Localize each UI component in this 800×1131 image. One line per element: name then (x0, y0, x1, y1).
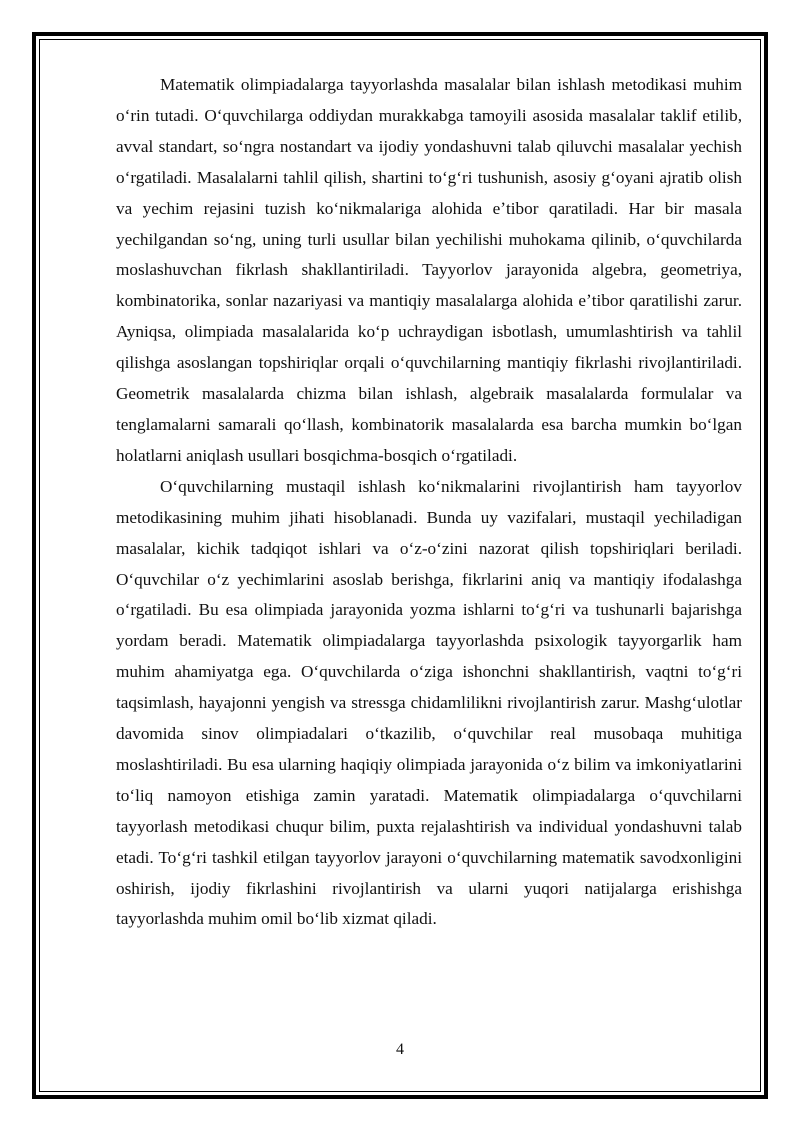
page-number: 4 (396, 1041, 404, 1058)
page-body (116, 70, 742, 935)
paragraph-2: Oʻquvchilarning mustaqil ishlash koʻnikmalarini rivojlantirish ham tayyorlov metodikasining muhim jihati hisoblanadi. Bunda uy vazifalari, mustaqil yechiladigan masalalar, kichik tadqiqot ishlari va oʻz-oʻzini nazorat qilish topshiriqlari beriladi. Oʻquvchilar oʻz yechimlarini asoslab berishga, fikrlarini aniq va mantiqiy ifodalashga oʻrgatiladi. Bu esa olimpiada jarayonida yozma ishlarni toʻgʻri va tushunarli bajarishga yordam beradi. Matematik olimpiadalarga tayyorlashda psixologik tayyorgarlik ham muhim ahamiyatga ega. Oʻquvchilarda oʻziga ishonchni shakllantirish, vaqtni toʻgʻri taqsimlash, hayajonni yengish va stressga chidamlilikni rivojlantirish zarur. Mashgʻulotlar davomida sinov olimpiadalari oʻtkazilib, oʻquvchilar real musobaqa muhitiga moslashtiriladi. Bu esa ularning haqiqiy olimpiada jarayonida oʻz bilim va imkoniyatlarini toʻliq namoyon etishiga zamin yaratadi. Matematik olimpiadalarga oʻquvchilarni tayyorlash metodikasi chuqur bilim, puxta rejalashtirish va individual yondashuvni talab etadi. Toʻgʻri tashkil etilgan tayyorlov jarayoni oʻquvchilarning matematik savodxonligini oshirish, ijodiy fikrlashini rivojlantirish va ularni yuqori natijalarga erishishga tayyorlashda muhim omil boʻlib xizmat qiladi. (116, 476, 742, 929)
paragraph-1: Matematik olimpiadalarga tayyorlashda masalalar bilan ishlash metodikasi muhim oʻrin tutadi. Oʻquvchilarga oddiydan murakkabga tamoyili asosida masalalar taklif etilib, avval standart, soʻngra nostandart va ijodiy yondashuvni talab qiluvchi masalalar yechish oʻrgatiladi. Masalalarni tahlil qilish, shartini toʻgʻri tushunish, asosiy gʻoyani ajratib olish va yechim rejasini tuzish koʻnikmalariga alohida eʼtibor qaratiladi. Har bir masala yechilgandan soʻng, uning turli usullar bilan yechilishi muhokama qilinib, oʻquvchilarda moslashuvchan fikrlash shakllantiriladi. Tayyorlov jarayonida algebra, geometriya, kombinatorika, sonlar nazariyasi va mantiqiy masalalarga alohida eʼtibor qaratilishi zarur. Ayniqsa, olimpiada masalalarida koʻp uchraydigan isbotlash, umumlashtirish va tahlil qilishga asoslangan topshiriqlar orqali oʻquvchilarning mantiqiy fikrlashi rivojlantiriladi. Geometrik masalalarda chizma bilan ishlash, algebraik masalalarda formulalar va tenglamalarni samarali qoʻllash, kombinatorik masalalarda esa barcha mumkin boʻlgan holatlarni aniqlash usullari bosqichma-bosqich oʻrgatiladi. (116, 75, 742, 465)
